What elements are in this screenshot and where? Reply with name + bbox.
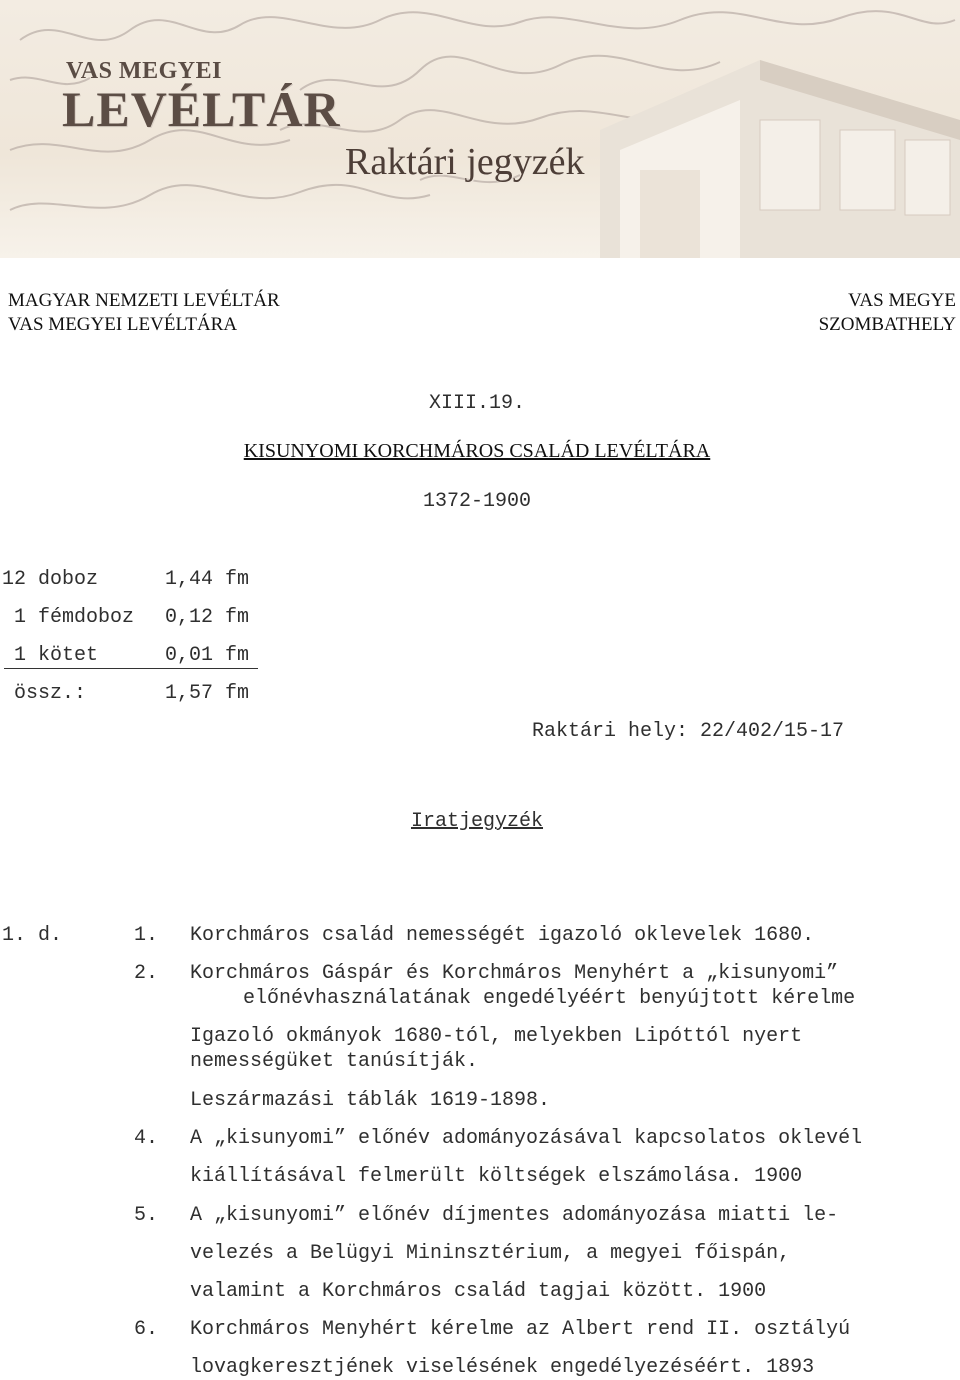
item-text: lovagkeresztjének viselésének engedélyezéséért. 1893 — [190, 1356, 815, 1379]
item-number: 2. — [134, 962, 159, 985]
extent-size: 0,12 fm — [165, 606, 250, 629]
box-number: 1. d. — [2, 924, 63, 947]
archive-name: MAGYAR NEMZETI LEVÉLTÁR — [8, 290, 280, 311]
city-name: SZOMBATHELY — [818, 314, 956, 335]
item-text: nemességüket tanúsítják. — [190, 1050, 479, 1073]
banner-subtitle: Raktári jegyzék — [345, 141, 585, 183]
fond-code: XIII.19. — [428, 392, 525, 415]
storage-location: Raktári hely: 22/402/15-17 — [532, 720, 845, 743]
item-text: Leszármazási táblák 1619-1898. — [190, 1089, 551, 1112]
logo-main-text: LEVÉLTÁR — [62, 81, 341, 137]
extent-total-size: 1,57 fm — [165, 682, 250, 705]
county-name: VAS MEGYE — [848, 290, 956, 311]
extent-unit: 1 kötet — [2, 644, 99, 667]
item-number: 6. — [134, 1318, 159, 1341]
item-text: valamint a Korchmáros család tagjai között. 1900 — [190, 1280, 767, 1303]
item-number: 4. — [134, 1127, 159, 1150]
fond-dates: 1372-1900 — [422, 490, 532, 513]
extent-unit: 1 fémdoboz — [2, 606, 135, 629]
item-text: Igazoló okmányok 1680-tól, melyekben Lipóttól nyert — [190, 1025, 803, 1048]
item-text: Korchmáros Gáspár és Korchmáros Menyhért a „kisunyomi” — [190, 962, 839, 985]
extent-total-label: össz.: — [2, 682, 87, 705]
item-text: előnévhasználatának engedélyéért benyújtott kérelme — [243, 987, 856, 1010]
section-title: Iratjegyzék — [410, 810, 544, 833]
extent-size: 1,44 fm — [165, 568, 250, 591]
item-text: velezés a Belügyi Mininsztérium, a megyei főispán, — [190, 1242, 791, 1265]
logo-top-text: VAS MEGYEI — [66, 58, 222, 84]
building-illustration — [600, 60, 960, 258]
fond-title: KISUNYOMI KORCHMÁROS CSALÁD LEVÉLTÁRA — [243, 440, 711, 462]
item-number: 5. — [134, 1204, 159, 1227]
item-text: Korchmáros Menyhért kérelme az Albert rend II. osztályú — [190, 1318, 851, 1341]
extent-total-rule — [4, 668, 258, 669]
item-text: kiállításával felmerült költségek elszámolása. 1900 — [190, 1165, 803, 1188]
item-text: A „kisunyomi” előnév díjmentes adományozása miatti le- — [190, 1204, 839, 1227]
header-banner — [0, 0, 960, 258]
item-number: 1. — [134, 924, 159, 947]
item-text: Korchmáros család nemességét igazoló oklevelek 1680. — [190, 924, 815, 947]
extent-size: 0,01 fm — [165, 644, 250, 667]
extent-unit: 12 doboz — [2, 568, 99, 591]
item-text: A „kisunyomi” előnév adományozásával kapcsolatos oklevél — [190, 1127, 863, 1150]
archive-branch: VAS MEGYEI LEVÉLTÁRA — [8, 314, 238, 335]
